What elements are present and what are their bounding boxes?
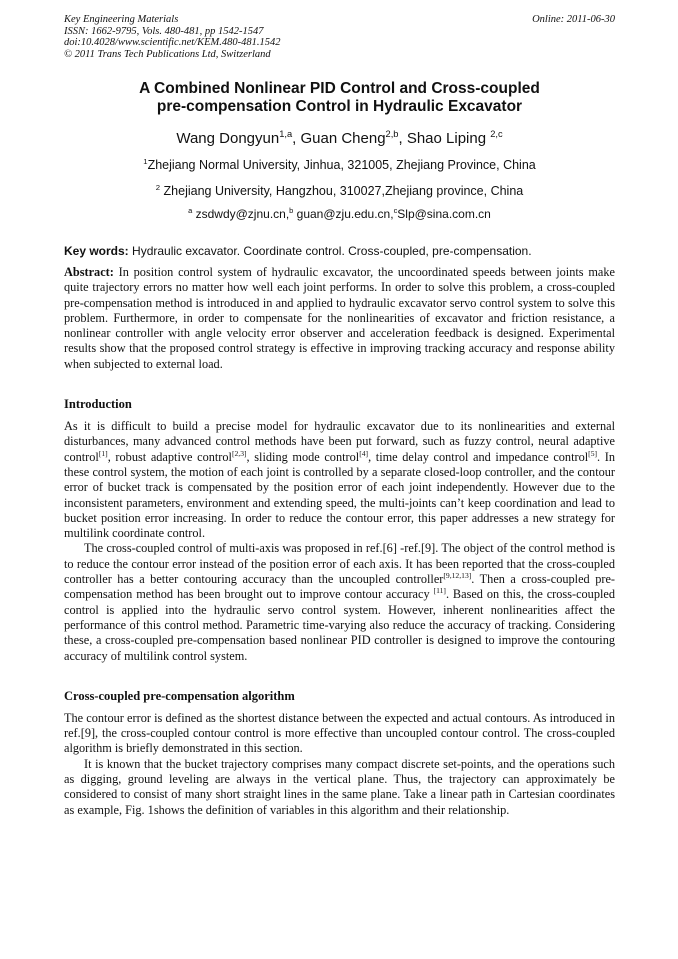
affiliation-2-sup: 2 xyxy=(155,182,161,192)
paragraph-text: The cross-coupled control of multi-axis was proposed in ref.[6] -ref.[9]. The object of the control method is to reduce the contour error instead of the position error of each axis. It has been reported that the cross-coupled controller has a better contouring accuracy than the uncoupled controller xyxy=(64,541,615,587)
citation: [11] xyxy=(433,586,446,596)
author-list xyxy=(64,130,615,148)
online-date: Online: 2011-06-30 xyxy=(532,14,615,25)
author-2: Guan Cheng xyxy=(300,130,386,147)
paper-page xyxy=(64,14,615,818)
paper-title xyxy=(64,80,615,116)
author-2-sup: 2,b xyxy=(385,129,399,139)
journal-name: Key Engineering Materials xyxy=(64,14,179,25)
affiliation-1-text: Zhejiang Normal University, Jinhua, 321005, Zhejiang Province, China xyxy=(147,158,536,172)
cross-coupled-paragraph-2: It is known that the bucket trajectory comprises many compact discrete set-points, and the operations such as digging, ground leveling are always in the vertical plane. Thus, the trajectory can approximately be considered to consist of many short straight lines in the same plane. Take a linear path in Cartesian coordinates as example, Fig. 1shows the definition of variables in this algorithm and their relationship. xyxy=(64,756,615,817)
citation: [5] xyxy=(588,448,598,458)
email-list xyxy=(64,207,615,222)
affiliation-2 xyxy=(64,183,615,199)
copyright-line: © 2011 Trans Tech Publications Ltd, Switzerland xyxy=(64,48,271,60)
citation: [2,3] xyxy=(231,448,247,458)
paragraph-text: As it is difficult to build a precise model for hydraulic excavator due to its nonlinearities and external disturbances, many advanced control methods have been put forward, such as fuzzy control, neural adaptive control xyxy=(64,419,615,464)
email-a-sup: a xyxy=(188,206,193,215)
title-line-2: pre-compensation Control in Hydraulic Excavator xyxy=(156,98,523,115)
abstract xyxy=(64,265,615,372)
author-separator: , xyxy=(398,130,407,147)
citation: [4] xyxy=(359,448,369,458)
section-heading-introduction: Introduction xyxy=(64,397,132,412)
paragraph-text: , sliding mode control xyxy=(246,449,360,464)
title-line-1: A Combined Nonlinear PID Control and Cross-coupled xyxy=(139,80,540,97)
author-separator: , xyxy=(292,130,301,147)
paragraph-text: . Then a cross-coupled pre-compensation method has been brought out to improve contour accuracy xyxy=(64,572,615,602)
issn-line: ISSN: 1662-9795, Vols. 480-481, pp 1542-1547 xyxy=(64,25,264,37)
abstract-label: Abstract: xyxy=(64,265,114,279)
email-b: guan@zju.edu.cn, xyxy=(293,207,394,221)
paragraph-text: . In these control system, the motion of each joint is controlled by a separate closed-loop controller, and the contour error of bucket track is compensated by the position error of each joint independently. However due to the inconsistent parameters, environment and extending speed, the multi-joints can’t keep coordination and lead to bucket position error increasing. In order to reduce the contour error, this paper addresses a new strategy for multilink coordinate control. xyxy=(64,449,615,541)
paragraph-text: . Based on this, the cross-coupled control is applied into the hydraulic servo control system. However, inherent nonlinearities affect the performance of this control method. Parametric time-varying also reduce the accuracy of tracking. Considering these, a cross-coupled pre-compensation based nonlinear PID controller is designed to improve the contouring accuracy of multilink control system. xyxy=(64,587,616,663)
doi-line: doi:10.4028/www.scientific.net/KEM.480-481.1542 xyxy=(64,37,281,48)
keywords-label: Key words: xyxy=(64,244,129,258)
intro-paragraph-2 xyxy=(64,541,615,663)
intro-paragraph-1 xyxy=(64,419,615,541)
affiliation-2-text: Zhejiang University, Hangzhou, 310027,Zhejiang province, China xyxy=(160,184,524,198)
section-heading-cross-coupled: Cross-coupled pre-compensation algorithm xyxy=(64,688,295,703)
author-3: Shao Liping xyxy=(406,130,491,147)
citation: [9,12,13] xyxy=(443,570,472,580)
email-a: zsdwdy@zjnu.cn, xyxy=(192,207,290,221)
citation: [1] xyxy=(98,448,108,458)
journal-header xyxy=(64,14,615,60)
paragraph-text: , time delay control and impedance control xyxy=(368,449,589,464)
author-1-sup: 1,a xyxy=(279,129,293,139)
affiliation-1 xyxy=(64,157,615,173)
author-3-sup: 2,c xyxy=(490,129,503,139)
email-c-sup: c xyxy=(393,206,398,215)
abstract-text: In position control system of hydraulic excavator, the uncoordinated speeds between joints make quite trajectory errors no matter how well each joint performs. In order to solve this problem, a cross-coupled pre-compensation method is introduced in and applied to hydraulic excavator servo control system to solve this problem. Furthermore, in order to compensate for the nonlinearities of excavator and friction resistance, a nonlinear controller with angle velocity error observer and acceleration feedback is designed. Experimental results show that the proposed control strategy is effective in improving tracking accuracy and response ability when subjected to external load. xyxy=(64,265,615,371)
cross-coupled-paragraph-1: The contour error is defined as the shortest distance between the expected and actual contours. As introduced in ref.[9], the cross-coupled contour control is more effective than uncoupled contour control. The cross-coupled algorithm is briefly demonstrated in this section. xyxy=(64,710,615,756)
author-1: Wang Dongyun xyxy=(176,130,280,147)
email-b-sup: b xyxy=(289,206,294,215)
email-c: Slp@sina.com.cn xyxy=(397,207,491,221)
keywords xyxy=(64,244,615,259)
affiliation-1-sup: 1 xyxy=(143,156,148,166)
paragraph-text: , robust adaptive control xyxy=(107,449,232,464)
keywords-text: Hydraulic excavator. Coordinate control. Cross-coupled, pre-compensation. xyxy=(128,244,532,258)
